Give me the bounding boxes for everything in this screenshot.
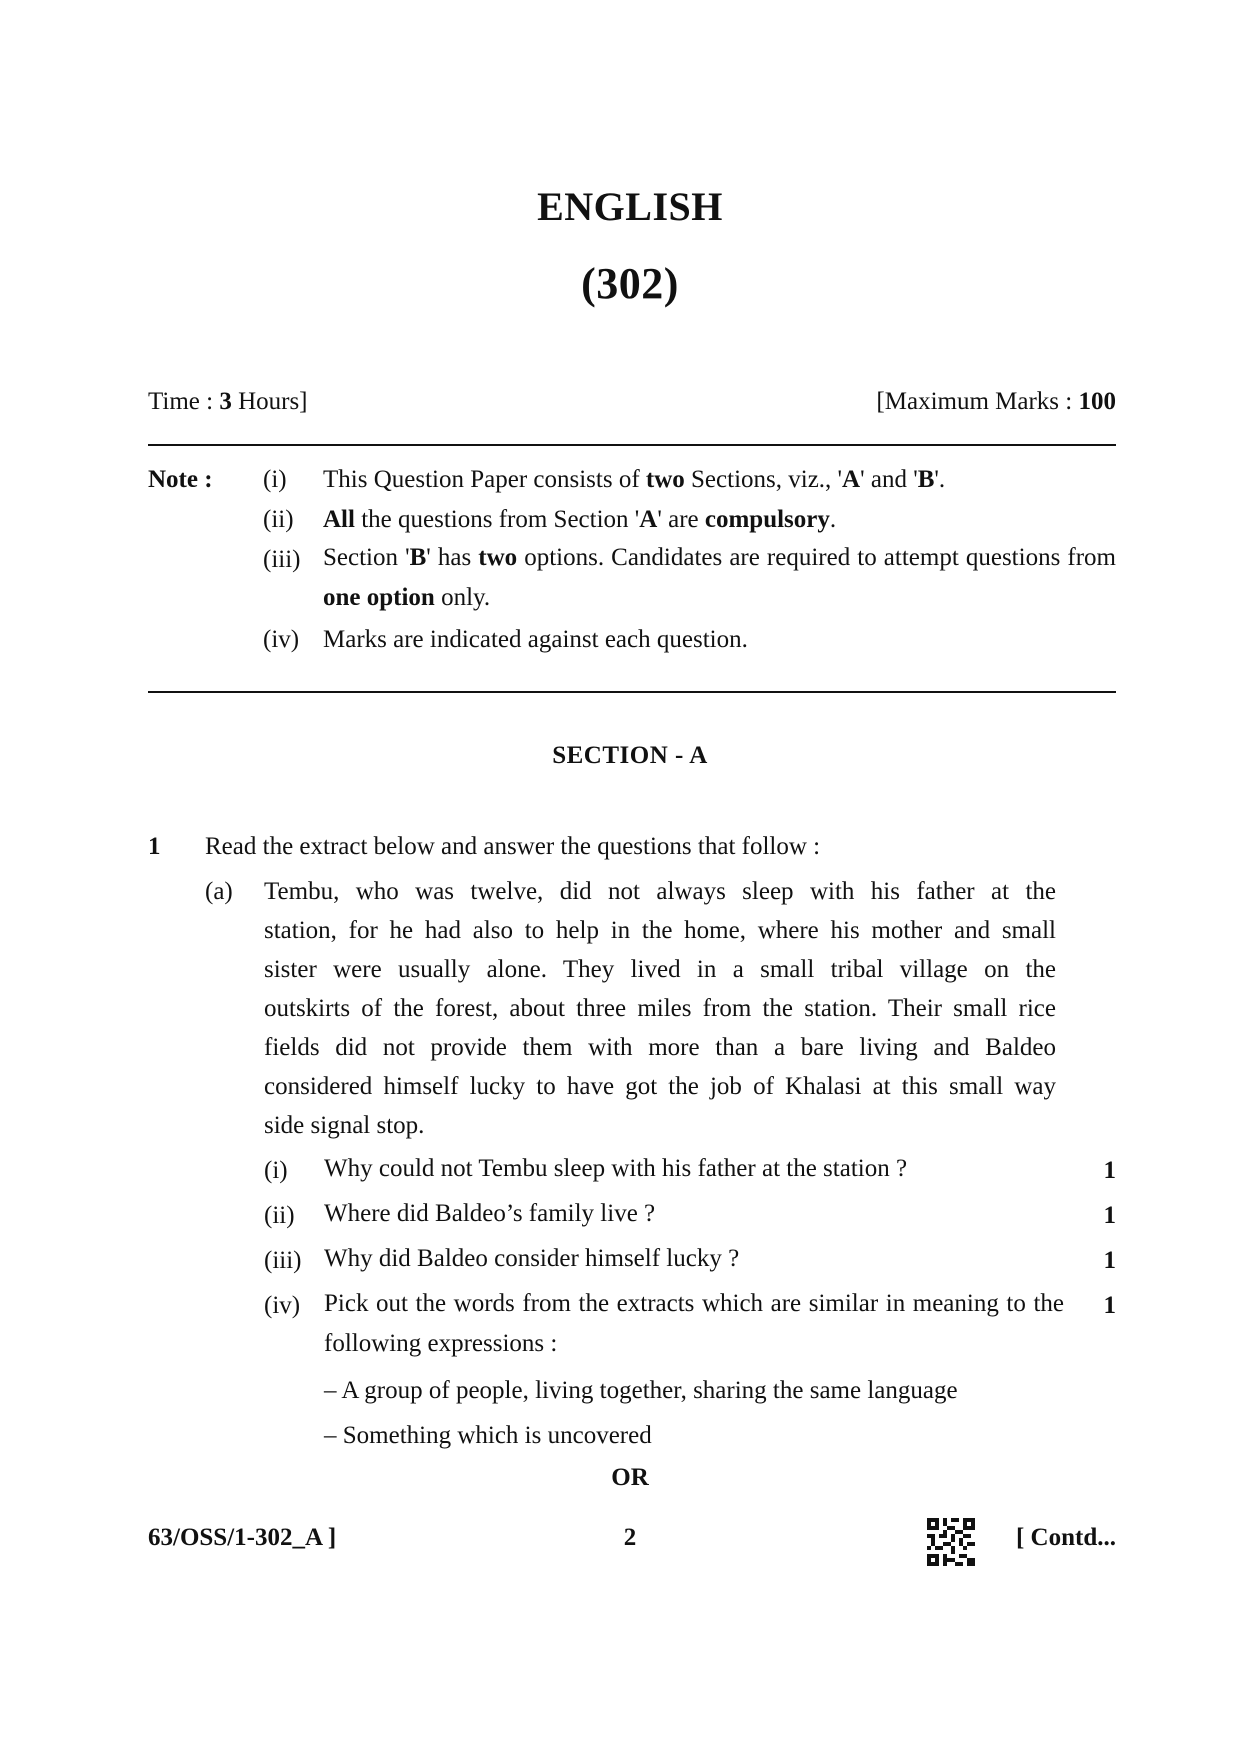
passage-line: sister were usually alone. They lived in a small tribal village on the [264, 956, 1056, 983]
continued-label: [ Contd... [1015, 1524, 1116, 1551]
passage-line: considered himself lucky to have got the job of Khalasi at this small way [264, 1073, 1056, 1100]
subject-code: (302) [581, 259, 679, 308]
expression-item: – Something which is uncovered [324, 1422, 652, 1449]
subject-title: ENGLISH [537, 184, 723, 229]
time-marks-row [148, 388, 1116, 416]
exam-page: ENGLISH (302) Time : 3 Hours] [Maximum Marks : 100 Note : (i) This Question Paper consists of two Sections, viz., 'A' and 'B'. (ii) All the questions from Section 'A' are compulsory. (iii) Section 'B' has two options. Candidates are required to attempt questions from one option only. (iv) Marks are indicated against each question. SECTION - A 1 Read the extract below and answer the questions that follow : (a) Tembu, who was twelve, did not always sleep with his father at the station, for he had also to help in the home, where his mother and small sister were usually alone. They lived in a small tribal village on the outskirts of the forest, about three miles from the station. Their small rice fields did not provide them with more than a bare living and Baldeo considered himself lucky to have got the job of Khalasi at this small way side signal stop. (i) Why could not Tembu sleep with his father at the station ? 1 (ii) Where did Baldeo’s family live ? 1 (iii) Why did Baldeo consider himself lucky ? 1 (iv) Pick out the words from the extracts which are similar in meaning to the following expressions : 1 – A group of people, living together, sharing the same language – Something which is uncovered OR 63/OSS/1-302_A ] 2 [ Contd... [0, 0, 1240, 1753]
passage-line: station, for he had also to help in the home, where his mother and small [264, 917, 1056, 944]
bottom-divider [148, 691, 1116, 693]
question-number: 1 [148, 833, 161, 860]
marks-value: 1 [1103, 1202, 1116, 1229]
note-label: Note : [148, 466, 213, 493]
top-divider [148, 444, 1116, 446]
time-allowed: Time : 3 Hours] [148, 388, 308, 415]
part-label: (a) [205, 878, 233, 905]
paper-code: 63/OSS/1-302_A ] [148, 1524, 337, 1551]
or-separator: OR [611, 1464, 649, 1491]
passage-line: Tembu, who was twelve, did not always sleep with his father at the [264, 878, 1056, 905]
extract-passage [264, 872, 1056, 1145]
passage-line: fields did not provide them with more than a bare living and Baldeo [264, 1034, 1056, 1061]
section-heading: SECTION - A [552, 742, 708, 769]
marks-value: 1 [1103, 1247, 1116, 1274]
marks-value: 1 [1103, 1292, 1116, 1319]
page-number: 2 [623, 1524, 637, 1551]
qr-code-icon [927, 1518, 975, 1566]
expression-item: – A group of people, living together, sharing the same language [324, 1377, 958, 1404]
passage-line: side signal stop. [264, 1112, 425, 1139]
marks-value: 1 [1103, 1157, 1116, 1184]
question-instruction: Read the extract below and answer the questions that follow : [205, 833, 821, 860]
maximum-marks: [Maximum Marks : 100 [876, 388, 1116, 415]
passage-line: outskirts of the forest, about three miles from the station. Their small rice [264, 995, 1056, 1022]
